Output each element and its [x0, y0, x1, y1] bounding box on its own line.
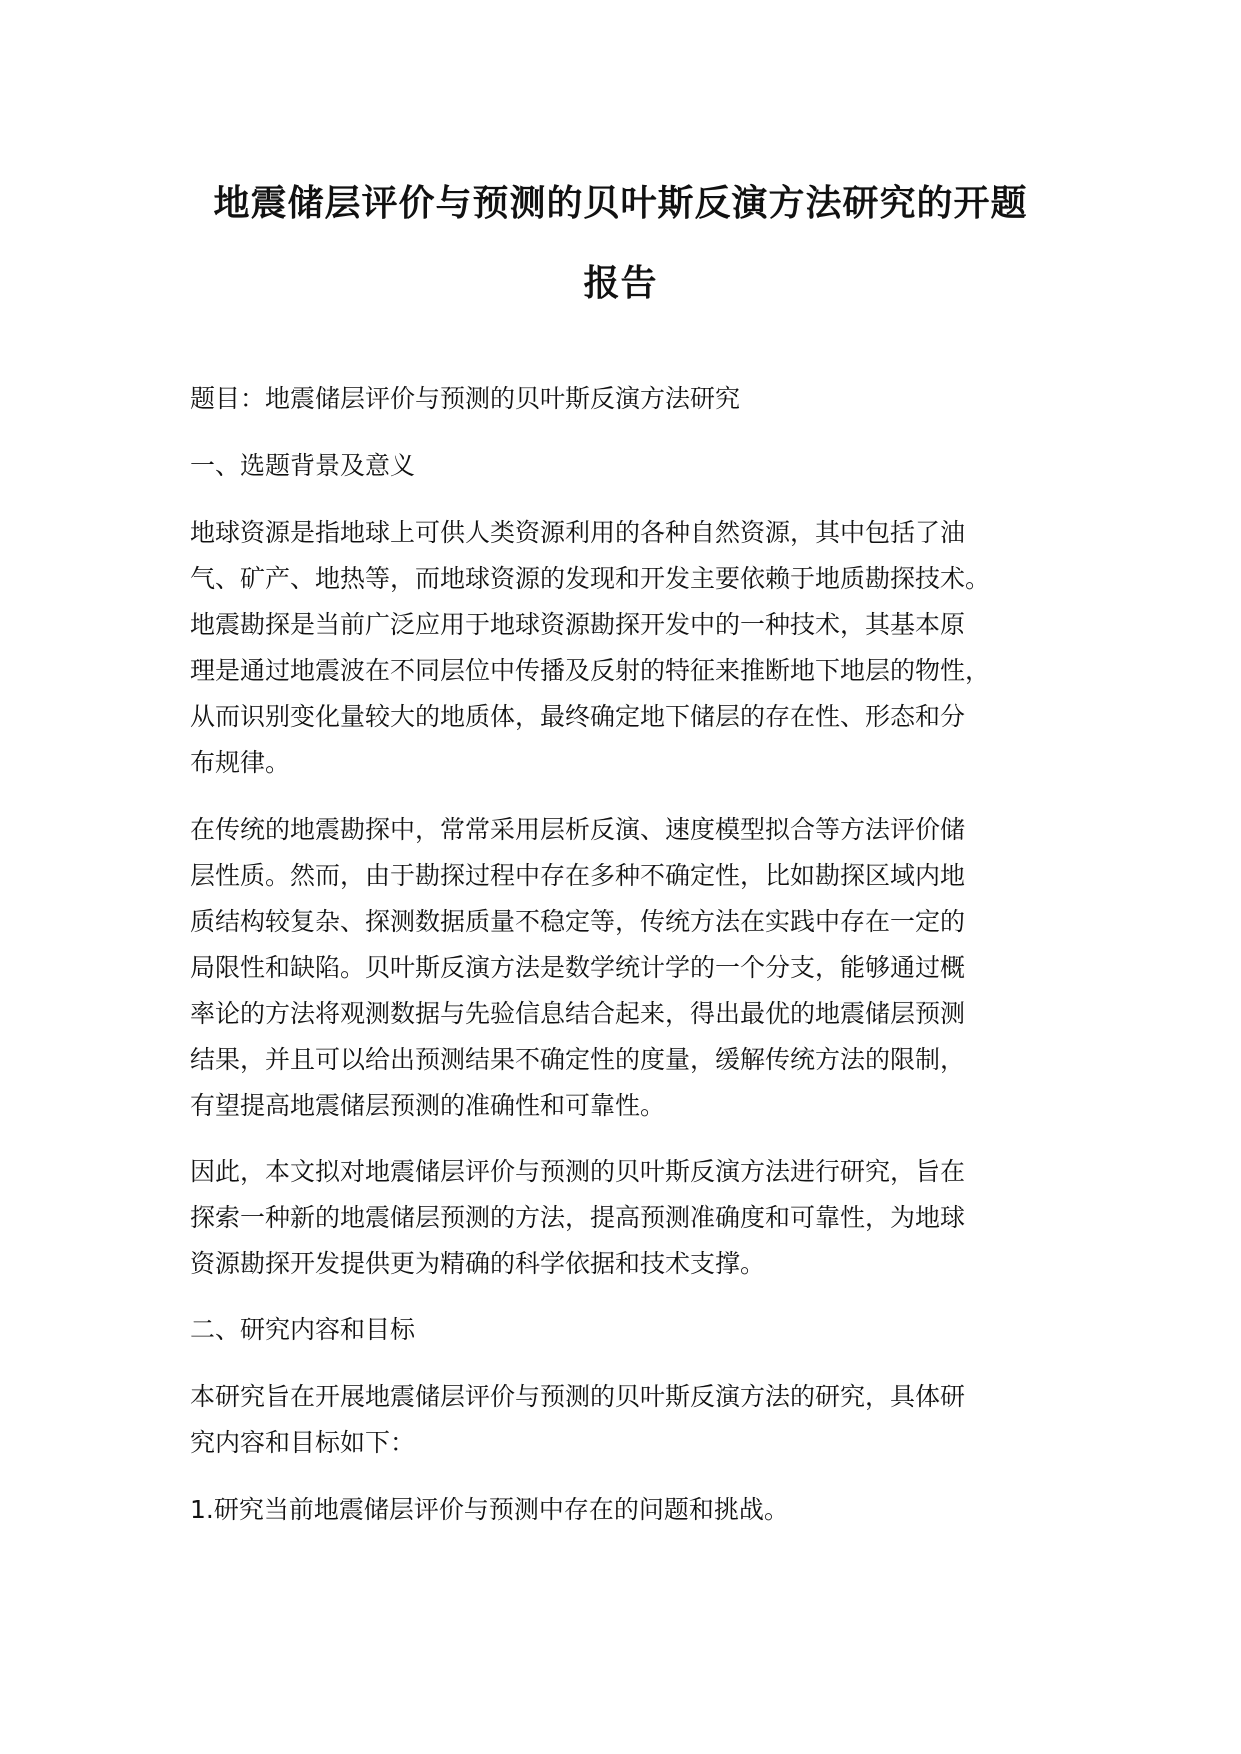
paragraph-line: 有望提高地震储层预测的准确性和可靠性。	[190, 1091, 666, 1120]
paragraph-research-intro	[190, 1374, 1090, 1466]
paragraph-line: 局限性和缺陷。贝叶斯反演方法是数学统计学的一个分支，能够通过概	[190, 953, 966, 982]
paragraph-line: 质结构较复杂、探测数据质量不稳定等，传统方法在实践中存在一定的	[190, 907, 966, 936]
paragraph-line: 气、矿产、地热等，而地球资源的发现和开发主要依赖于地质勘探技术。	[190, 564, 991, 593]
paragraph-line: 本研究旨在开展地震储层评价与预测的贝叶斯反演方法的研究，具体研	[190, 1382, 966, 1411]
paragraph-line: 层性质。然而，由于勘探过程中存在多种不确定性，比如勘探区域内地	[190, 861, 966, 890]
paragraph-line: 从而识别变化量较大的地质体，最终确定地下储层的存在性、形态和分	[190, 702, 966, 731]
paragraph-line: 布规律。	[190, 748, 291, 777]
paragraph-line: 理是通过地震波在不同层位中传播及反射的特征来推断地下地层的物性，	[190, 656, 991, 685]
paragraph-background	[190, 510, 1090, 786]
paragraph-line: 在传统的地震勘探中，常常采用层析反演、速度模型拟合等方法评价储	[190, 815, 966, 844]
section-heading-research-content: 二、研究内容和目标	[190, 1315, 416, 1344]
paragraph-line: 究内容和目标如下：	[190, 1428, 416, 1457]
list-item-1: 1.研究当前地震储层评价与预测中存在的问题和挑战。	[190, 1495, 789, 1524]
paragraph-line: 探索一种新的地震储层预测的方法，提高预测准确度和可靠性，为地球	[190, 1203, 966, 1232]
paragraph-line: 地球资源是指地球上可供人类资源利用的各种自然资源，其中包括了油	[190, 518, 966, 547]
document-title-line-1: 地震储层评价与预测的贝叶斯反演方法研究的开题	[213, 183, 1028, 224]
section-heading-background: 一、选题背景及意义	[190, 451, 416, 480]
paragraph-line: 资源勘探开发提供更为精确的科学依据和技术支撑。	[190, 1249, 766, 1278]
paragraph-traditional-methods	[190, 807, 1090, 1129]
paragraph-line: 地震勘探是当前广泛应用于地球资源勘探开发中的一种技术，其基本原	[190, 610, 966, 639]
subject-line: 题目：地震储层评价与预测的贝叶斯反演方法研究	[190, 384, 741, 413]
paragraph-purpose	[190, 1149, 1090, 1287]
paragraph-line: 因此，本文拟对地震储层评价与预测的贝叶斯反演方法进行研究，旨在	[190, 1157, 966, 1186]
document-title-line-2: 报告	[583, 263, 658, 304]
paragraph-line: 率论的方法将观测数据与先验信息结合起来，得出最优的地震储层预测	[190, 999, 966, 1028]
paragraph-line: 结果，并且可以给出预测结果不确定性的度量，缓解传统方法的限制，	[190, 1045, 966, 1074]
